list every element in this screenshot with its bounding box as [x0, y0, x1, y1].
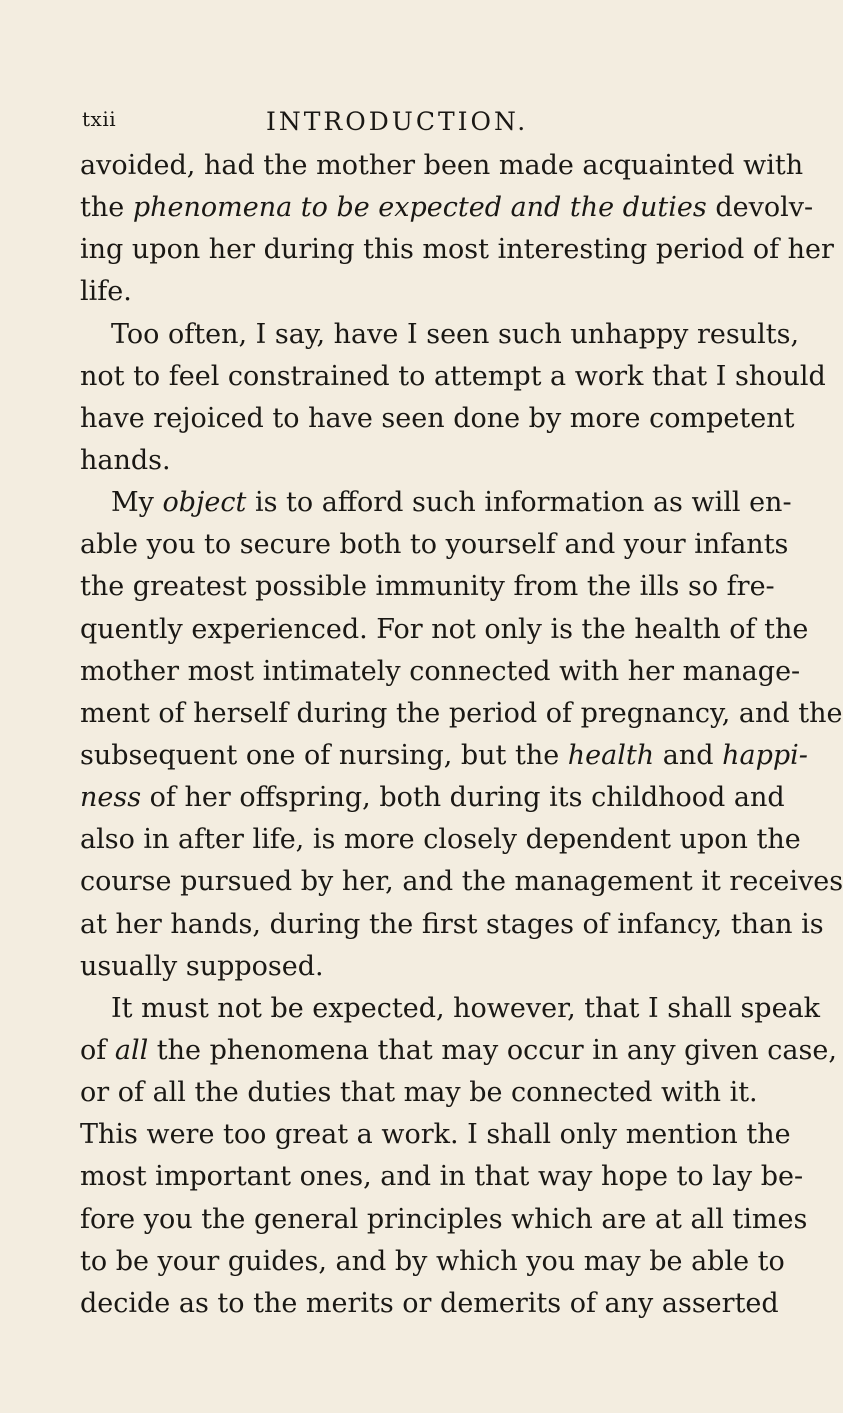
text-line: able you to secure both to yourself and your infants: [80, 529, 789, 561]
text-line: at her hands, during the first stages of infancy, than is: [80, 908, 824, 940]
body-text: [80, 145, 843, 1325]
text-line: have rejoiced to have seen done by more competent: [80, 402, 795, 434]
text-line: subsequent one of nursing, but the health and happi-: [80, 739, 808, 771]
text-line: most important ones, and in that way hope to lay be-: [80, 1161, 804, 1193]
text-line: quently experienced. For not only is the health of the: [80, 613, 809, 645]
running-head: INTRODUCTION.: [266, 107, 529, 136]
text-line: ment of herself during the period of pregnancy, and the: [80, 697, 843, 729]
text-line: It must not be expected, however, that I shall speak: [111, 992, 821, 1024]
text-line: avoided, had the mother been made acquainted with: [80, 150, 804, 181]
page-header: [82, 107, 742, 139]
text-line: Too often, I say, have I seen such unhappy results,: [111, 318, 800, 350]
italic-text: phenomena to be expected and the duties: [132, 192, 707, 224]
text-line: the greatest possible immunity from the ills so fre-: [80, 571, 775, 603]
text-line: or of all the duties that may be connected with it.: [80, 1077, 758, 1109]
text-line: life.: [80, 276, 132, 308]
italic-text: all: [114, 1034, 149, 1066]
text-line: ness of her offspring, both during its childhood and: [80, 782, 785, 814]
text-line: mother most intimately connected with her manage-: [80, 655, 801, 687]
text-line: not to feel constrained to attempt a work that I should: [80, 360, 826, 392]
page-number: txii: [82, 107, 117, 131]
italic-text: happi-: [722, 739, 808, 771]
text-line: the phenomena to be expected and the duties devolv-: [80, 192, 814, 224]
italic-text: ness: [80, 782, 142, 814]
text-line: of all the phenomena that may occur in any given case,: [80, 1034, 837, 1066]
text-line: This were too great a work. I shall only mention the: [80, 1119, 791, 1151]
text-line: to be your guides, and by which you may be able to: [80, 1245, 785, 1277]
italic-text: health: [567, 739, 655, 771]
text-line: fore you the general principles which are at all times: [80, 1203, 808, 1235]
text-line: hands.: [80, 444, 171, 476]
text-line: also in after life, is more closely dependent upon the: [80, 824, 801, 856]
text-line: course pursued by her, and the management it receives: [80, 866, 843, 898]
text-line: ing upon her during this most interesting period of her: [80, 234, 834, 266]
text-line: decide as to the merits or demerits of any asserted: [80, 1287, 779, 1319]
italic-text: object: [162, 487, 247, 519]
text-line: My object is to afford such information as will en-: [111, 487, 792, 519]
text-line: usually supposed.: [80, 950, 324, 982]
